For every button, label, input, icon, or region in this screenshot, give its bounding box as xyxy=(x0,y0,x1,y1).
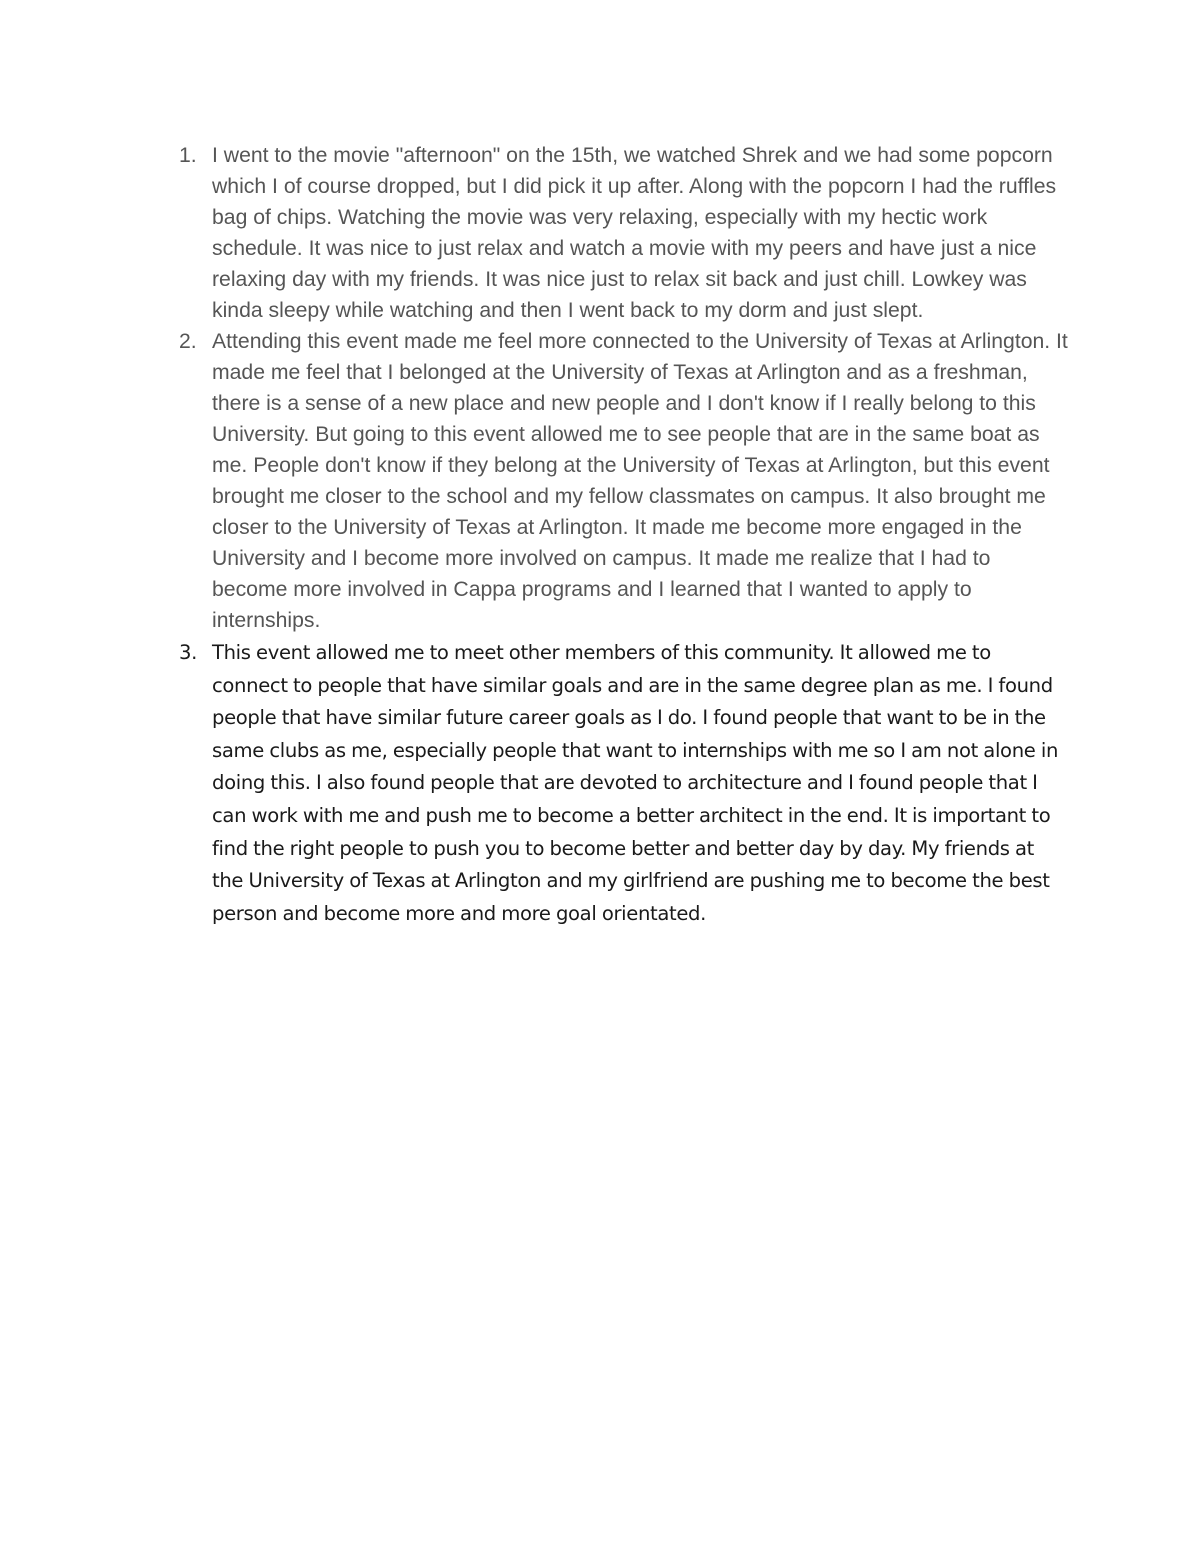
list-number-label: 2. xyxy=(179,330,197,353)
list-item-text: I went to the movie "afternoon" on the 15th, we watched Shrek and we had some popcorn which I of course dropped, but I did pick it up after. Along with the popcorn I had the ruffles bag of chips. Watching the movie was very relaxing, especially with my hectic work schedule. It was nice to just relax and watch a movie with my peers and have just a nice relaxing day with my friends. It was nice just to relax sit back and just chill. Lowkey was kinda sleepy while watching and then I went back to my dorm and just slept. xyxy=(212,144,1057,322)
list-number-label: 1. xyxy=(179,144,197,167)
list-item xyxy=(160,326,1070,636)
list-number xyxy=(160,140,212,171)
list-item-text: Attending this event made me feel more connected to the University of Texas at Arlington. It made me feel that I belonged at the University of Texas at Arlington and as a freshman, there is a sense of a new place and new people and I don't know if I really belong to this University. But going to this event allowed me to see people that are in the same boat as me. People don't know if they belong at the University of Texas at Arlington, but this event brought me closer to the school and my fellow classmates on campus. It also brought me closer to the University of Texas at Arlington. It made me become more engaged in the University and I become more involved on campus. It made me realize that I had to become more involved in Cappa programs and I learned that I wanted to apply to internships. xyxy=(212,330,1068,632)
numbered-list xyxy=(160,140,1070,930)
list-number xyxy=(160,326,212,357)
list-item xyxy=(160,637,1070,930)
list-number xyxy=(160,637,212,670)
list-item-text: This event allowed me to meet other members of this community. It allowed me to connect to people that have similar goals and are in the same degree plan as me. I found people that have similar future career goals as I do. I found people that want to be in the same clubs as me, especially people that want to internships with me so I am not alone in doing this. I also found people that are devoted to architecture and I found people that I can work with me and push me to become a better architect in the end. It is important to find the right people to push you to become better and better day by day. My friends at the University of Texas at Arlington and my girlfriend are pushing me to become the best person and become more and more goal orientated. xyxy=(212,641,1059,925)
list-item xyxy=(160,140,1070,326)
list-number-label: 3. xyxy=(179,641,197,664)
